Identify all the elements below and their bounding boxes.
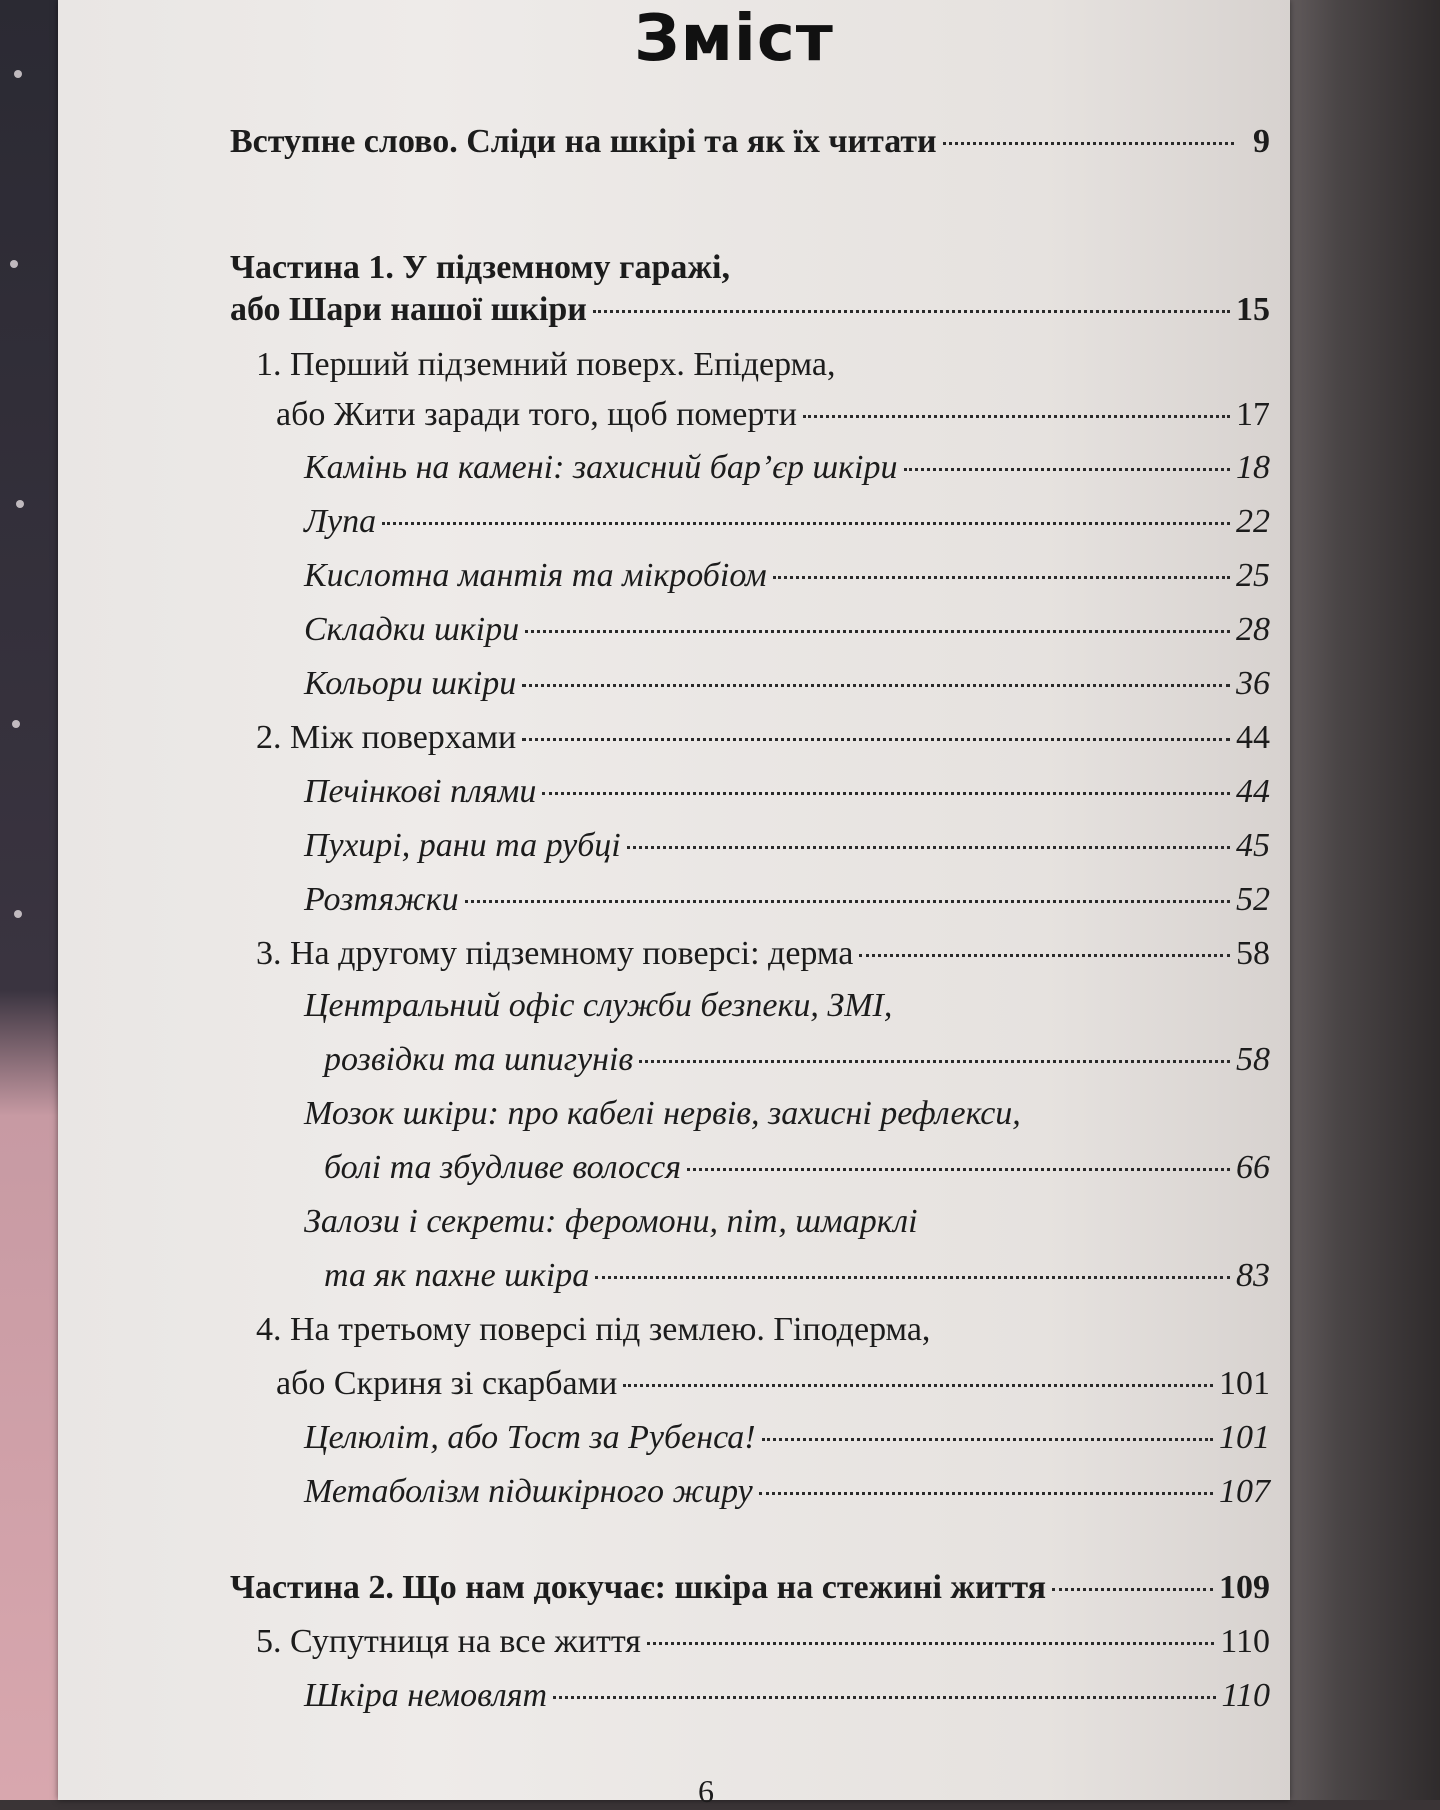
dot-leader <box>595 1276 1230 1279</box>
toc-entry-label: 5. Супутниця на все життя <box>256 1623 641 1660</box>
toc-entry-page: 101 <box>1219 1419 1270 1456</box>
dot-leader <box>773 576 1230 579</box>
toc-entry-page: 28 <box>1236 611 1270 648</box>
dot-leader <box>1052 1588 1213 1591</box>
toc-entry-label: Целюліт, або Тост за Рубенса! <box>304 1419 756 1456</box>
toc-entry-page: 110 <box>1221 1677 1270 1714</box>
toc-entry-page: 107 <box>1219 1473 1270 1510</box>
toc-entry <box>304 772 1270 812</box>
dot-leader <box>762 1438 1213 1441</box>
toc-entry-label: 4. На третьому поверсі під землею. Гіподерма, <box>256 1311 931 1348</box>
dot-leader <box>553 1696 1215 1699</box>
toc-entry <box>230 290 1270 330</box>
toc-entry <box>304 880 1270 920</box>
toc-entry <box>304 826 1270 866</box>
toc-entry-label: болі та збудливе волосся <box>324 1149 682 1186</box>
toc-chapter-heading <box>256 1310 930 1350</box>
toc-entry-label: Печінкові плями <box>304 773 537 810</box>
toc-entry-page: 109 <box>1219 1569 1270 1606</box>
dot-leader <box>522 684 1230 687</box>
toc-entry-page: 44 <box>1236 773 1270 810</box>
toc-entry-label: Мозок шкіри: про кабелі нервів, захисні рефлекси, <box>304 1095 1021 1132</box>
toc-entry-page: 110 <box>1220 1623 1270 1660</box>
background-shadow <box>1270 0 1440 1800</box>
toc-subheading <box>304 986 892 1026</box>
toc-part-heading <box>230 248 730 288</box>
toc-entry-label: Частина 1. У підземному гаражі, <box>230 249 730 286</box>
toc-entry <box>324 1148 1270 1188</box>
dot-leader <box>522 738 1230 741</box>
toc-entry-page: 44 <box>1236 719 1270 756</box>
toc-entry-page: 58 <box>1236 1041 1270 1078</box>
toc-entry-label: розвідки та шпигунів <box>324 1041 634 1078</box>
dot-leader <box>542 792 1230 795</box>
dot-leader <box>904 468 1231 471</box>
toc-entry <box>256 718 1270 758</box>
toc-entry-page: 18 <box>1236 449 1270 486</box>
toc-entry-label: Кольори шкіри <box>304 665 517 702</box>
toc-entry <box>304 502 1270 542</box>
toc-entry-label: або Жити заради того, щоб померти <box>276 396 797 433</box>
toc-entry <box>230 122 1270 162</box>
toc-entry <box>304 1676 1270 1716</box>
dot-leader <box>593 310 1230 313</box>
toc-entry-label: або Скриня зі скарбами <box>276 1365 618 1402</box>
toc-entry-label: Лупа <box>304 503 377 540</box>
toc-entry <box>230 1568 1270 1608</box>
toc-subheading <box>304 1202 918 1242</box>
toc-entry <box>304 448 1270 488</box>
toc-entry-page: 17 <box>1236 396 1270 433</box>
toc-entry-label: або Шари нашої шкіри <box>230 291 587 328</box>
toc-entry-page: 15 <box>1236 291 1270 328</box>
toc-entry-label: Метаболізм підшкірного жиру <box>304 1473 753 1510</box>
toc-entry <box>256 1622 1270 1662</box>
toc-entry-page: 83 <box>1236 1257 1270 1294</box>
dot-leader <box>639 1060 1230 1063</box>
cover-dot <box>16 500 24 508</box>
page-title: Зміст <box>634 2 834 76</box>
toc-entry <box>304 1472 1270 1512</box>
cover-dot <box>14 70 22 78</box>
toc-entry <box>276 1364 1270 1404</box>
toc-entry <box>256 934 1270 974</box>
toc-entry-label: та як пахне шкіра <box>324 1257 590 1294</box>
toc-entry <box>324 1040 1270 1080</box>
toc-chapter-heading <box>256 345 836 385</box>
toc-entry-label: Центральний офіс служби безпеки, ЗМІ, <box>304 987 893 1024</box>
toc-entry-label: 2. Між поверхами <box>256 719 517 756</box>
cover-dot <box>14 910 22 918</box>
toc-entry <box>304 664 1270 704</box>
toc-entry-page: 52 <box>1236 881 1270 918</box>
toc-entry-page: 9 <box>1253 123 1270 160</box>
toc-entry-label: Частина 2. Що нам докучає: шкіра на стежині життя <box>230 1569 1046 1606</box>
dot-leader <box>759 1492 1213 1495</box>
dot-leader <box>943 142 1234 145</box>
toc-entry-page: 25 <box>1236 557 1270 594</box>
toc-entry <box>304 1418 1270 1458</box>
toc-entry-label: 1. Перший підземний поверх. Епідерма, <box>256 346 836 383</box>
toc-subheading <box>304 1094 1021 1134</box>
toc-entry-label: 3. На другому підземному поверсі: дерма <box>256 935 854 972</box>
toc-entry <box>324 1256 1270 1296</box>
toc-entry-page: 58 <box>1236 935 1270 972</box>
toc-entry-page: 36 <box>1236 665 1270 702</box>
toc-entry-label: Камінь на камені: захисний бар’єр шкіри <box>304 449 898 486</box>
book-cover-edge <box>0 0 60 1800</box>
dot-leader <box>623 1384 1213 1387</box>
toc-entry-label: Залози і секрети: феромони, піт, шмарклі <box>304 1203 918 1240</box>
table-of-contents <box>58 0 1290 1800</box>
cover-dot <box>10 260 18 268</box>
dot-leader <box>525 630 1230 633</box>
toc-entry-page: 22 <box>1236 503 1270 540</box>
dot-leader <box>465 900 1230 903</box>
book-page <box>58 0 1290 1809</box>
toc-entry-label: Пухирі, рани та рубці <box>304 827 621 864</box>
cover-dot <box>12 720 20 728</box>
toc-entry-label: Шкіра немовлят <box>304 1677 548 1714</box>
toc-entry <box>276 395 1270 435</box>
dot-leader <box>647 1642 1214 1645</box>
toc-entry-page: 45 <box>1236 827 1270 864</box>
dot-leader <box>859 954 1230 957</box>
toc-entry-page: 101 <box>1219 1365 1270 1402</box>
toc-entry-label: Кислотна мантія та мікробіом <box>304 557 767 594</box>
toc-entry <box>304 556 1270 596</box>
toc-entry <box>304 610 1270 650</box>
toc-entry-page: 66 <box>1236 1149 1270 1186</box>
toc-entry-label: Вступне слово. Сліди на шкірі та як їх читати <box>230 123 937 160</box>
dot-leader <box>627 846 1230 849</box>
toc-entry-label: Складки шкіри <box>304 611 520 648</box>
toc-entry-label: Розтяжки <box>304 881 459 918</box>
dot-leader <box>803 415 1230 418</box>
dot-leader <box>382 522 1230 525</box>
dot-leader <box>687 1168 1230 1171</box>
page-number: 6 <box>698 1773 714 1809</box>
